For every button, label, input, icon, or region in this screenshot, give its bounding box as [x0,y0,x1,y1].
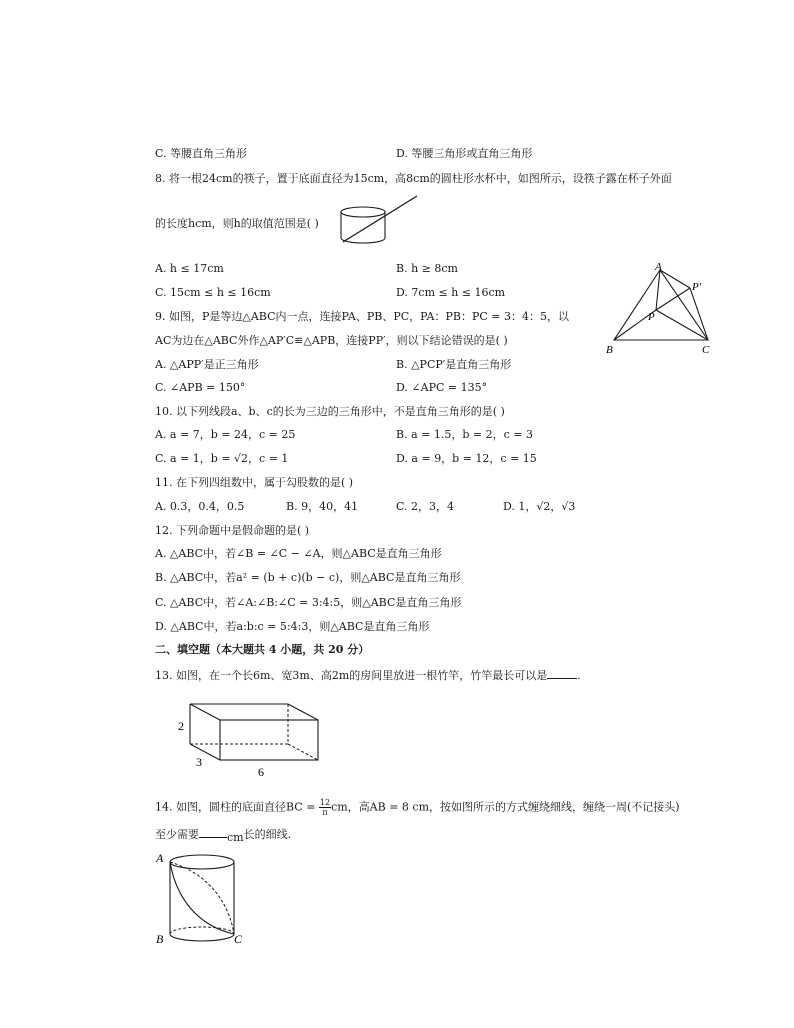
q13-box-figure [168,698,328,782]
q10-stem: 10. 以下列线段a、b、c的长为三边的三角形中，不是直角三角形的是( ) [155,405,505,418]
q14-fraction-numerator: 12 [319,798,331,807]
q14-label-b: B [156,932,164,946]
q13-stem-end: . [577,669,581,682]
q13-stem-text: 13. 如图，在一个长6m、宽3m、高2m的房间里放进一根竹竿，竹竿最长可以是 [155,669,548,682]
q7-option-d: D. 等腰三角形或直角三角形 [396,147,533,160]
q8-option-c: C. 15cm ≤ h ≤ 16cm [155,286,271,299]
q14-fraction-denominator: π [322,808,328,817]
q9-option-b: B. △PCP′是直角三角形 [396,358,512,371]
q9-label-a: A [655,261,662,273]
q11-option-c: C. 2，3，4 [396,500,455,513]
q10-option-c: C. a = 1，b = √2，c = 1 [155,452,289,465]
q14-cylinder-figure [152,848,252,948]
q8-option-b: B. h ≥ 8cm [396,262,458,275]
q12-option-b: B. △ABC中，若a² = (b + c)(b − c)，则△ABC是直角三角形 [155,571,461,584]
q9-option-a: A. △APP′是正三角形 [155,358,259,371]
q10-option-b: B. a = 1.5，b = 2，c = 3 [396,428,533,441]
q9-stem-line2: AC为边在△ABC外作△AP′C≌△APB，连接PP′，则以下结论错误的是( ) [155,334,508,347]
q14-label-c: C [234,932,243,946]
q8-stem-line1: 8. 将一根24cm的筷子，置于底面直径为15cm，高8cm的圆柱形水杯中，如图所示，设筷子露在杯子外面 [155,172,672,185]
q14-answer-blank[interactable] [199,826,227,838]
q12-stem: 12. 下列命题中是假命题的是( ) [155,524,310,537]
q9-label-c: C [702,344,710,356]
q9-label-b: B [606,344,613,356]
q11-stem: 11. 在下列四组数中，属于勾股数的是( ) [155,476,354,489]
q14-fraction [319,798,331,817]
q13-label-length: 6 [258,765,264,779]
q13-answer-blank[interactable] [547,667,577,679]
q12-option-c: C. △ABC中，若∠A:∠B:∠C = 3:4:5，则△ABC是直角三角形 [155,596,462,609]
q12-option-a: A. △ABC中，若∠B = ∠C − ∠A，则△ABC是直角三角形 [155,547,442,560]
q9-triangle-figure [600,258,722,358]
q14-stem-text: 14. 如图，圆柱的底面直径BC = [155,800,319,814]
q13-label-width: 3 [196,755,202,769]
q14-stem-line1 [155,798,680,817]
q10-option-d: D. a = 9，b = 12，c = 15 [396,452,537,465]
section-heading: 二、填空题（本大题共 4 小题，共 20 分） [155,643,370,656]
q9-stem-line1: 9. 如图，P是等边△ABC内一点，连接PA、PB、PC，PA：PB：PC = 3：4：5，以 [155,310,569,323]
q13-label-height: 2 [178,719,184,733]
q14-label-a: A [156,851,164,865]
q9-option-c: C. ∠APB = 150° [155,381,246,394]
q8-option-d: D. 7cm ≤ h ≤ 16cm [396,286,506,299]
q11-option-a: A. 0.3，0.4，0.5 [155,500,245,513]
q13-stem [155,667,581,683]
q8-stem-line2: 的长度hcm，则h的取值范围是( ) [155,217,319,230]
q14-stem-unit: cm，高AB = 8 cm，按如图所示的方式缠绕细线，缠绕一周(不记接头) [331,800,680,814]
q9-label-p: P [648,311,655,323]
q12-option-d: D. △ABC中，若a:b:c = 5:4:3，则△ABC是直角三角形 [155,620,430,633]
q9-label-p-prime: P′ [692,281,702,293]
q11-option-b: B. 9，40，41 [286,500,359,513]
q7-option-c: C. 等腰直角三角形 [155,147,248,160]
q14-line2-end: 长的细线. [243,828,292,841]
q10-option-a: A. a = 7，b = 24，c = 25 [155,428,296,441]
q8-cup-chopstick-figure [333,192,423,252]
q14-line2-text: 至少需要 [155,828,199,841]
q9-option-d: D. ∠APC = 135° [396,381,488,394]
q8-option-a: A. h ≤ 17cm [155,262,224,275]
q14-stem-line2 [155,826,291,842]
q14-line2-unit: cm [227,831,244,844]
q11-option-d: D. 1，√2，√3 [503,500,576,513]
